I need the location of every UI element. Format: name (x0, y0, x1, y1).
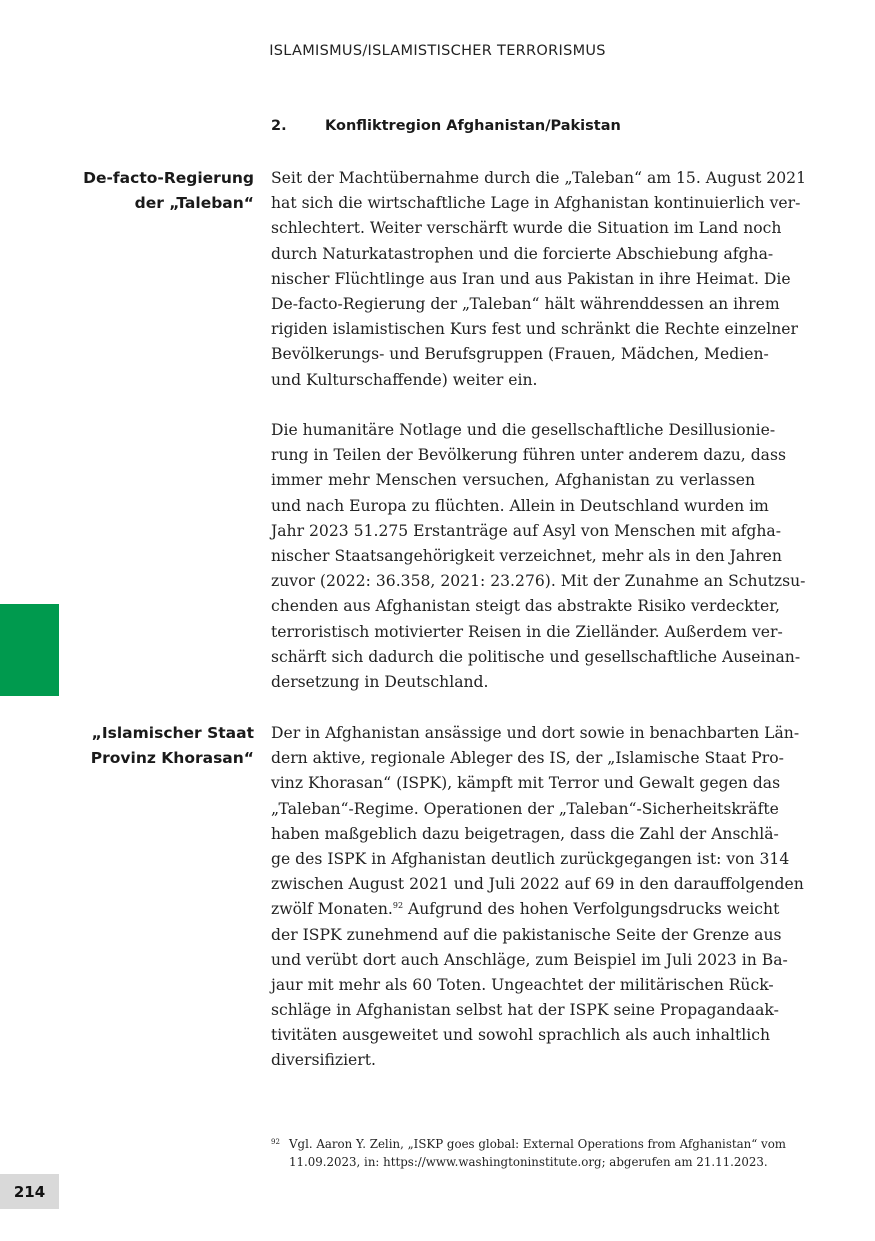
text-line: und nach Europa zu flüchten. Allein in Deutschland wurden im (271, 496, 769, 515)
text-line: ge des ISPK in Afghanistan deutlich zurückgegangen ist: von 314 (271, 849, 790, 868)
text-line: schlechtert. Weiter verschärft wurde die Situation im Land noch (271, 219, 782, 238)
margin-heading-line: De-facto-Regierung (83, 169, 254, 187)
text-line: Seit der Machtübernahme durch die „Taleban“ am 15. August 2021 (271, 169, 806, 187)
footnote-reference[interactable]: 92 (392, 901, 404, 911)
text-line: hat sich die wirtschaftliche Lage in Afghanistan kontinuierlich ver- (271, 194, 801, 213)
text-line: diversifiziert. (271, 1051, 376, 1070)
section-heading (271, 118, 621, 134)
text-line: haben maßgeblich dazu beigetragen, dass die Zahl der Anschlä- (271, 824, 779, 843)
text-line: zuvor (2022: 36.358, 2021: 23.276). Mit der Zunahme an Schutzsu- (271, 572, 806, 591)
text-line: De-facto-Regierung der „Taleban“ hält währenddessen an ihrem (271, 294, 780, 313)
margin-heading-line: der „Taleban“ (134, 194, 254, 212)
text-line: und Kulturschaffende) weiter ein. (271, 370, 538, 389)
text-line: dersetzung in Deutschland. (271, 672, 489, 691)
margin-heading-ispk (40, 721, 254, 771)
text-line: jaur mit mehr als 60 Toten. Ungeachtet der militärischen Rück- (271, 975, 774, 994)
section-number: 2. (271, 118, 287, 134)
text-line: chenden aus Afghanistan steigt das abstrakte Risiko verdeckter, (271, 597, 780, 616)
text-line: durch Naturkatastrophen und die forcierte Abschiebung afgha- (271, 244, 774, 263)
text-line: tivitäten ausgeweitet und sowohl sprachlich als auch inhaltlich (271, 1026, 770, 1045)
running-header: ISLAMISMUS/ISLAMISTISCHER TERRORISMUS (269, 43, 606, 59)
text-line: rigiden islamistischen Kurs fest und schränkt die Rechte einzelner (271, 320, 798, 339)
paragraph-ispk (271, 721, 804, 1074)
margin-heading-line: Provinz Khorasan“ (90, 749, 254, 767)
text-line: „Taleban“-Regime. Operationen der „Taleban“-Sicherheitskräfte (271, 799, 779, 818)
section-title: Konfliktregion Afghanistan/Pakistan (325, 118, 621, 134)
footnote-text (289, 1135, 786, 1171)
text-line: Der in Afghanistan ansässige und dort sowie in benachbarten Län- (271, 724, 800, 742)
text-line: Die humanitäre Notlage und die gesellschaftliche Desillusionie- (271, 421, 776, 439)
text-line: immer mehr Menschen versuchen, Afghanistan zu verlassen (271, 471, 755, 490)
text-line: zwischen August 2021 und Juli 2022 auf 69 in den darauffolgenden (271, 875, 804, 894)
text-line: schläge in Afghanistan selbst hat der ISPK seine Propagandaak- (271, 1001, 779, 1020)
text-line: Bevölkerungs- und Berufsgruppen (Frauen, Mädchen, Medien- (271, 345, 769, 364)
text-line: nischer Staatsangehörigkeit verzeichnet, mehr als in den Jahren (271, 546, 782, 565)
text-line: dern aktive, regionale Ableger des IS, der „Islamische Staat Pro- (271, 749, 784, 768)
margin-heading-taleban (40, 166, 254, 216)
page-number: 214 (0, 1174, 59, 1209)
text-line: terroristisch motivierter Reisen in die Zielländer. Außerdem ver- (271, 622, 783, 641)
text-line: und verübt dort auch Anschläge, zum Beispiel im Juli 2023 in Ba- (271, 950, 788, 969)
text-line: nischer Flüchtlinge aus Iran und aus Pakistan in ihre Heimat. Die (271, 269, 791, 288)
margin-heading-line: „Islamischer Staat (91, 724, 254, 742)
text-line: rung in Teilen der Bevölkerung führen unter anderem dazu, dass (271, 446, 786, 465)
footnote-line: Vgl. Aaron Y. Zelin, „ISKP goes global: External Operations from Afghanistan“ vom (289, 1137, 786, 1151)
paragraph-humanitarian-situation (271, 418, 806, 695)
footnote-line: 11.09.2023, in: https://www.washingtoninstitute.org; abgerufen am 21.11.2023. (289, 1155, 768, 1169)
text-fragment: Aufgrund des hohen Verfolgungsdrucks weicht (403, 900, 780, 919)
text-line: der ISPK zunehmend auf die pakistanische Seite der Grenze aus (271, 925, 782, 944)
text-line: vinz Khorasan“ (ISPK), kämpft mit Terror und Gewalt gegen das (271, 774, 781, 793)
section-color-tab (0, 604, 59, 696)
text-line-with-footnote-ref (271, 897, 780, 922)
paragraph-taleban-regime (271, 166, 806, 393)
text-line: schärft sich dadurch die politische und gesellschaftliche Auseinan- (271, 647, 801, 666)
footnote-number: 92 (271, 1138, 280, 1146)
footnote (271, 1135, 786, 1171)
text-line: Jahr 2023 51.275 Erstanträge auf Asyl von Menschen mit afgha- (271, 521, 781, 540)
text-fragment: zwölf Monaten. (271, 900, 393, 919)
